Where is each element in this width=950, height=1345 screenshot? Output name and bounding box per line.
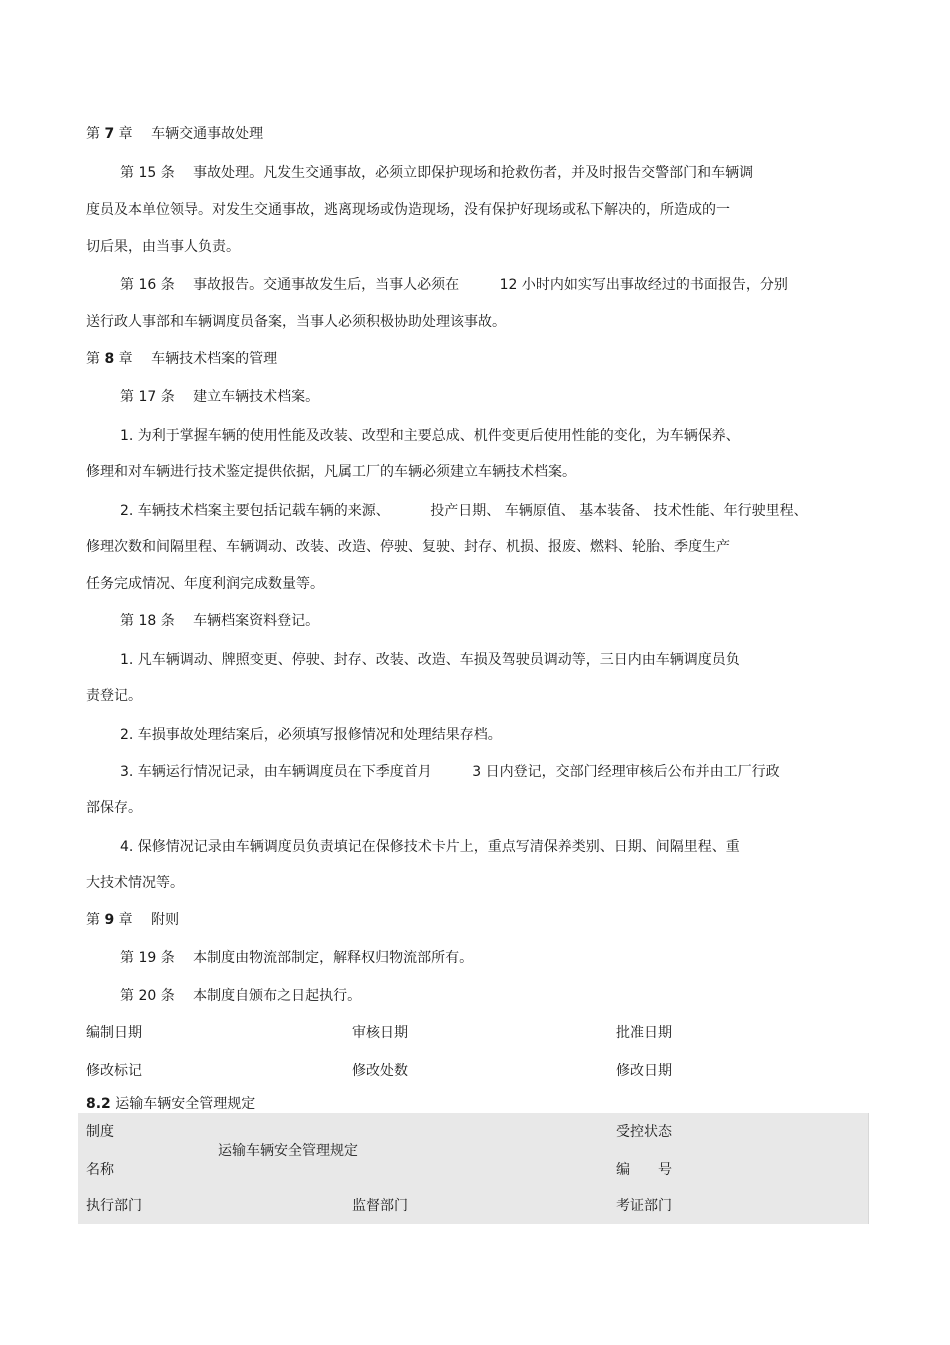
article-label: 第 16 条 xyxy=(120,277,175,293)
chapter-number: 8 xyxy=(104,351,115,367)
system-name-value: 运输车辆安全管理规定 xyxy=(218,1143,358,1159)
article-label: 第 19 条 xyxy=(120,950,175,966)
item-text-cont: 投产日期、 车辆原值、 基本装备、 技术性能、年行驶里程、 xyxy=(430,503,808,519)
article-text: 建立车辆技术档案。 xyxy=(193,389,320,405)
article-label: 第 17 条 xyxy=(120,389,175,405)
article-text: 车辆档案资料登记。 xyxy=(193,613,320,629)
article-text: 事故处理。凡发生交通事故，必须立即保护现场和抢救伤者，并及时报告交警部门和车辆调 xyxy=(193,165,754,181)
section-title: 运输车辆安全管理规定 xyxy=(115,1096,256,1112)
revision-mark-label: 修改标记 xyxy=(86,1063,142,1079)
chapter-9-heading xyxy=(86,910,179,930)
number-label: 编 号 xyxy=(616,1162,672,1178)
article-17-heading xyxy=(120,387,319,407)
audit-department-label: 考证部门 xyxy=(616,1198,672,1214)
revision-count-label: 修改处数 xyxy=(352,1063,408,1079)
chapter-suffix: 章 xyxy=(118,912,133,928)
article-label: 第 18 条 xyxy=(120,613,175,629)
article-17-item-2-line-1 xyxy=(120,501,808,521)
article-18-item-1-line-2: 责登记。 xyxy=(86,688,142,704)
article-18-item-2: 2. 车损事故处理结案后，必须填写报修情况和处理结果存档。 xyxy=(120,727,502,743)
section-heading xyxy=(86,1094,255,1114)
article-text: 本制度由物流部制定，解释权归物流部所有。 xyxy=(193,950,474,966)
compile-date-label: 编制日期 xyxy=(86,1025,142,1041)
article-15-line-3: 切后果，由当事人负责。 xyxy=(86,239,240,255)
review-date-label: 审核日期 xyxy=(352,1025,408,1041)
article-18-item-4-line-1: 4. 保修情况记录由车辆调度员负责填记在保修技术卡片上，重点写清保养类别、日期、间隔里程、重 xyxy=(120,839,740,855)
chapter-title: 车辆交通事故处理 xyxy=(151,126,264,142)
article-18-item-1-line-1: 1. 凡车辆调动、牌照变更、停驶、封存、改装、改造、车损及驾驶员调动等，三日内由车辆调度员负 xyxy=(120,652,740,668)
article-18-item-3-line-2: 部保存。 xyxy=(86,800,142,816)
article-17-item-1-line-2: 修理和对车辆进行技术鉴定提供依据，凡属工厂的车辆必须建立车辆技术档案。 xyxy=(86,464,576,480)
article-18-heading xyxy=(120,611,319,631)
chapter-7-heading xyxy=(86,124,263,144)
article-16-line-1 xyxy=(120,275,788,295)
article-18-item-4-line-2: 大技术情况等。 xyxy=(86,875,184,891)
article-17-item-2-line-3: 任务完成情况、年度利润完成数量等。 xyxy=(86,576,324,592)
chapter-suffix: 章 xyxy=(118,351,133,367)
regulation-header-table xyxy=(78,1113,869,1224)
chapter-title: 车辆技术档案的管理 xyxy=(151,351,278,367)
article-20 xyxy=(120,986,361,1006)
chapter-number: 7 xyxy=(104,126,115,142)
article-19 xyxy=(120,948,473,968)
item-text: 3. 车辆运行情况记录，由车辆调度员在下季度首月 xyxy=(120,764,432,780)
article-text-cont: 12 小时内如实写出事故经过的书面报告，分别 xyxy=(499,277,788,293)
article-17-item-1-line-1: 1. 为利于掌握车辆的使用性能及改装、改型和主要总成、机件变更后使用性能的变化，为车辆保养、 xyxy=(120,428,740,444)
section-number: 8.2 xyxy=(86,1096,111,1112)
system-name-label-line-2: 名称 xyxy=(86,1162,114,1178)
article-15-line-1 xyxy=(120,163,753,183)
article-16-line-2: 送行政人事部和车辆调度员备案，当事人必须积极协助处理该事故。 xyxy=(86,314,506,330)
executing-department-label: 执行部门 xyxy=(86,1198,142,1214)
article-label: 第 20 条 xyxy=(120,988,175,1004)
chapter-8-heading xyxy=(86,349,277,369)
item-text: 2. 车辆技术档案主要包括记载车辆的来源、 xyxy=(120,503,390,519)
control-status-label: 受控状态 xyxy=(616,1124,672,1140)
chapter-prefix: 第 xyxy=(86,351,100,367)
chapter-suffix: 章 xyxy=(118,126,133,142)
item-text-cont: 3 日内登记，交部门经理审核后公布并由工厂行政 xyxy=(472,764,780,780)
chapter-prefix: 第 xyxy=(86,912,100,928)
article-17-item-2-line-2: 修理次数和间隔里程、车辆调动、改装、改造、停驶、复驶、封存、机损、报废、燃料、轮胎、季度生产 xyxy=(86,539,730,555)
chapter-title: 附则 xyxy=(151,912,180,928)
article-18-item-3-line-1 xyxy=(120,762,780,782)
article-label: 第 15 条 xyxy=(120,165,175,181)
chapter-number: 9 xyxy=(104,912,115,928)
system-name-label-line-1: 制度 xyxy=(86,1124,114,1140)
approve-date-label: 批准日期 xyxy=(616,1025,672,1041)
article-15-line-2: 度员及本单位领导。对发生交通事故，逃离现场或伪造现场，没有保护好现场或私下解决的，所造成的一 xyxy=(86,202,730,218)
chapter-prefix: 第 xyxy=(86,126,100,142)
article-text: 事故报告。交通事故发生后，当事人必须在 xyxy=(193,277,460,293)
revision-date-label: 修改日期 xyxy=(616,1063,672,1079)
article-text: 本制度自颁布之日起执行。 xyxy=(193,988,362,1004)
supervising-department-label: 监督部门 xyxy=(352,1198,408,1214)
